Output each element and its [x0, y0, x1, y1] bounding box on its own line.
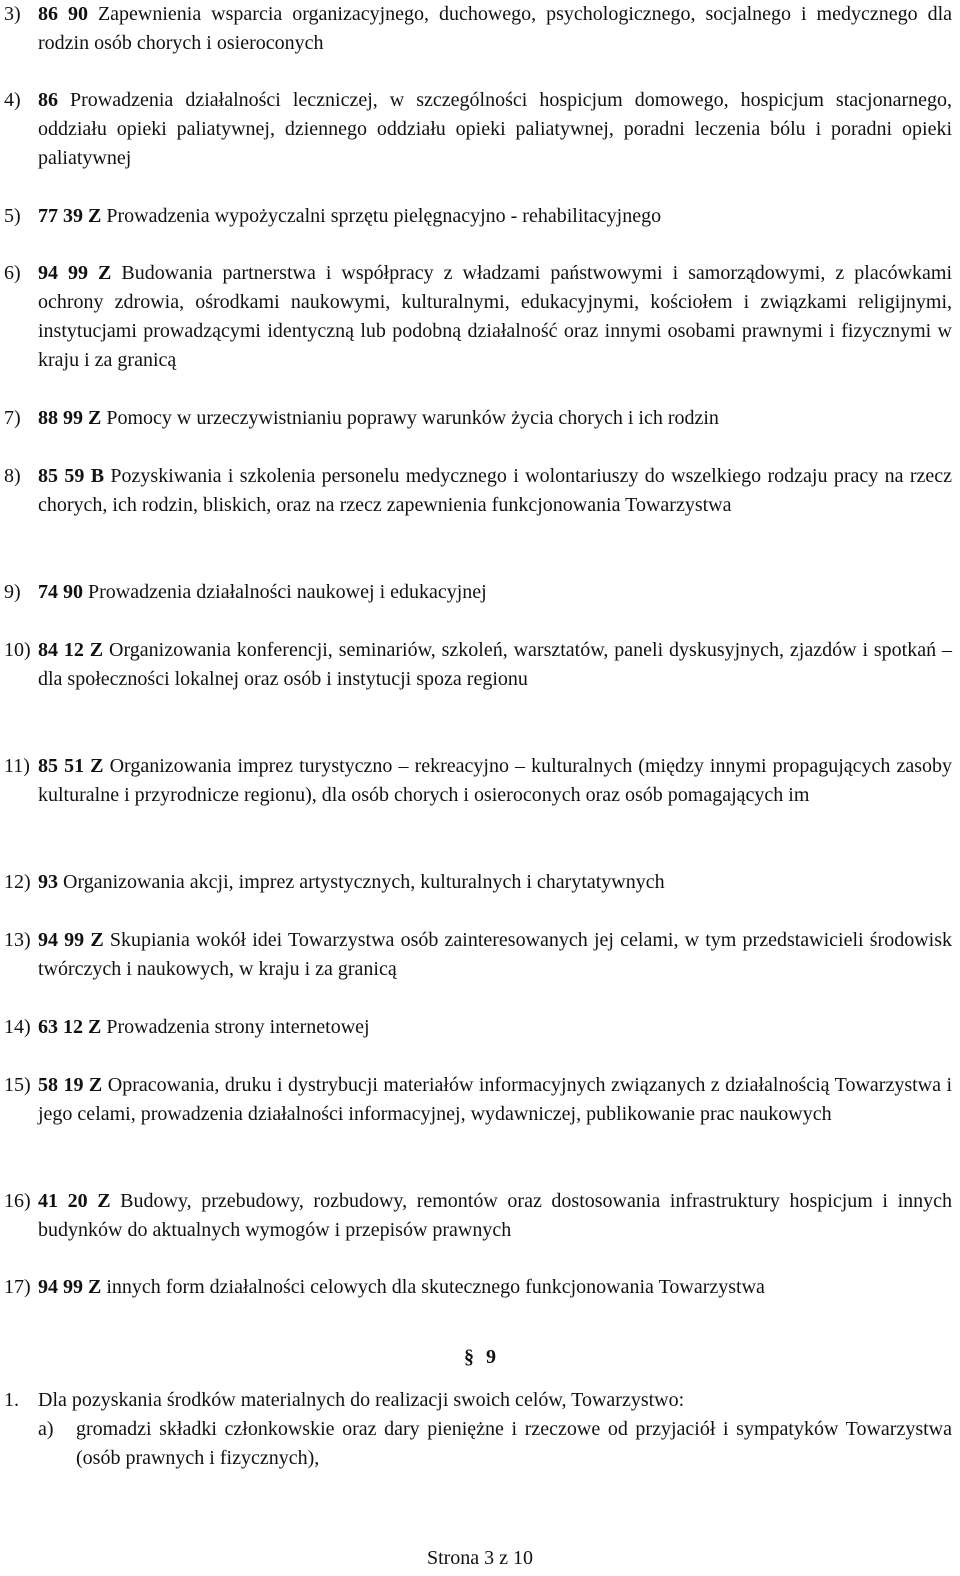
item-code: 93 — [38, 871, 58, 893]
item-code: 84 12 Z — [38, 639, 104, 661]
item-code: 86 90 — [38, 3, 88, 25]
item-number: 16) — [4, 1190, 31, 1212]
list-item — [0, 462, 952, 520]
item-code: 88 99 Z — [38, 407, 102, 429]
section-symbol: § — [464, 1346, 474, 1368]
item-code: 94 99 Z — [38, 929, 104, 951]
item-number: 12) — [4, 871, 31, 893]
paragraph-number: 1. — [4, 1389, 19, 1411]
item-number: 14) — [4, 1016, 31, 1038]
item-number: 4) — [4, 89, 21, 111]
paragraph — [4, 1386, 952, 1415]
list-item — [0, 578, 952, 607]
sub-item — [38, 1415, 952, 1473]
item-text: 58 19 Z Opracowania, druku i dystrybucji materiałów informacyjnych związanych z działalnością Towarzystwa i jego celami, prowadzenia działalności informacyjnej, wydawniczej, publikowanie prac naukowych — [38, 1074, 953, 1125]
list-item — [0, 752, 952, 810]
item-text: 74 90 Prowadzenia działalności naukowej i edukacyjnej — [38, 581, 487, 603]
paragraph-text: Dla pozyskania środków materialnych do realizacji swoich celów, Towarzystwo: — [38, 1389, 685, 1411]
item-number: 10) — [4, 639, 31, 661]
item-text: 77 39 Z Prowadzenia wypożyczalni sprzętu pielęgnacyjno - rehabilitacyjnego — [38, 205, 662, 227]
list-item — [0, 636, 952, 694]
list-item — [0, 202, 952, 231]
item-number: 7) — [4, 407, 21, 429]
list-item — [0, 1273, 952, 1302]
item-code: 41 20 Z — [38, 1190, 111, 1212]
item-code: 77 39 Z — [38, 205, 102, 227]
item-code: 94 99 Z — [38, 262, 112, 284]
sub-item-letter: a) — [38, 1418, 54, 1440]
item-text: 86 Prowadzenia działalności leczniczej, w szczególności hospicjum domowego, hospicjum stacjonarnego, oddziału opieki paliatywnej, dziennego oddziału opieki paliatywnej, poradni leczenia bólu i poradni opieki paliatywnej — [38, 89, 952, 169]
item-number: 9) — [4, 581, 21, 603]
section-number: 9 — [486, 1346, 496, 1368]
page-footer: Strona 3 z 10 — [426, 1547, 534, 1569]
item-number: 5) — [4, 205, 21, 227]
item-code: 85 51 Z — [38, 755, 104, 777]
item-text: 85 51 Z Organizowania imprez turystyczno – rekreacyjno – kulturalnych (między innymi propagujących zasoby kulturalne i przyrodnicze regionu), dla osób chorych i osieroconych oraz osób pomagających im — [38, 755, 953, 806]
item-number: 11) — [4, 755, 30, 777]
item-number: 17) — [4, 1276, 31, 1298]
item-code: 63 12 Z — [38, 1016, 102, 1038]
item-number: 3) — [4, 3, 21, 25]
list-item — [0, 86, 952, 173]
item-text: 88 99 Z Pomocy w urzeczywistnianiu poprawy warunków życia chorych i ich rodzin — [38, 407, 719, 429]
item-number: 8) — [4, 465, 21, 487]
item-text: 94 99 Z Budowania partnerstwa i współpracy z władzami państwowymi i samorządowymi, z placówkami ochrony zdrowia, ośrodkami naukowymi, kulturalnymi, edukacyjnymi, kościołem i związkami religijnymi, instytucjami prowadzącymi identyczną lub podobną działalność oraz innymi osobami prawnymi i fizycznymi w kraju i za granicą — [38, 262, 953, 371]
item-number: 15) — [4, 1074, 31, 1096]
list-item — [0, 1187, 952, 1245]
item-text: 86 90 Zapewnienia wsparcia organizacyjnego, duchowego, psychologicznego, socjalnego i medycznego dla rodzin osób chorych i osieroconych — [38, 3, 952, 54]
list-item — [0, 404, 952, 433]
item-text: 41 20 Z Budowy, przebudowy, rozbudowy, remontów oraz dostosowania infrastruktury hospicjum i innych budynków do aktualnych wymogów i przepisów prawnych — [38, 1190, 953, 1241]
item-code: 85 59 B — [38, 465, 105, 487]
item-number: 6) — [4, 262, 21, 284]
list-item — [0, 1071, 952, 1129]
list-item — [0, 1013, 952, 1042]
item-number: 13) — [4, 929, 31, 951]
item-code: 86 — [38, 89, 58, 111]
item-text: 94 99 Z Skupiania wokół idei Towarzystwa osób zainteresowanych jej celami, w tym przedstawicieli środowisk twórczych i naukowych, w kraju i za granicą — [38, 929, 952, 980]
item-text: 94 99 Z innych form działalności celowych dla skutecznego funkcjonowania Towarzystwa — [38, 1276, 765, 1298]
list-item — [0, 926, 952, 984]
item-code: 94 99 Z — [38, 1276, 102, 1298]
item-code: 58 19 Z — [38, 1074, 103, 1096]
item-text: 93 Organizowania akcji, imprez artystycznych, kulturalnych i charytatywnych — [38, 871, 665, 893]
list-item — [0, 259, 952, 375]
section-heading — [0, 1343, 960, 1372]
list-item — [0, 868, 952, 897]
list-item — [0, 0, 952, 58]
item-text: 84 12 Z Organizowania konferencji, seminariów, szkoleń, warsztatów, paneli dyskusyjnych, zjazdów i spotkań – dla społeczności lokalnej oraz osób i instytucji spoza regionu — [38, 639, 953, 690]
sub-item-text: gromadzi składki członkowskie oraz dary pieniężne i rzeczowe od przyjaciół i sympatyków Towarzystwa (osób prawnych i fizycznych), — [76, 1418, 952, 1469]
item-text: 85 59 B Pozyskiwania i szkolenia personelu medycznego i wolontariuszy do wszelkiego rodzaju pracy na rzecz chorych, ich rodzin, bliskich, oraz na rzecz zapewnienia funkcjonowania Towarzystwa — [38, 465, 952, 516]
item-code: 74 90 — [38, 581, 83, 603]
item-text: 63 12 Z Prowadzenia strony internetowej — [38, 1016, 370, 1038]
